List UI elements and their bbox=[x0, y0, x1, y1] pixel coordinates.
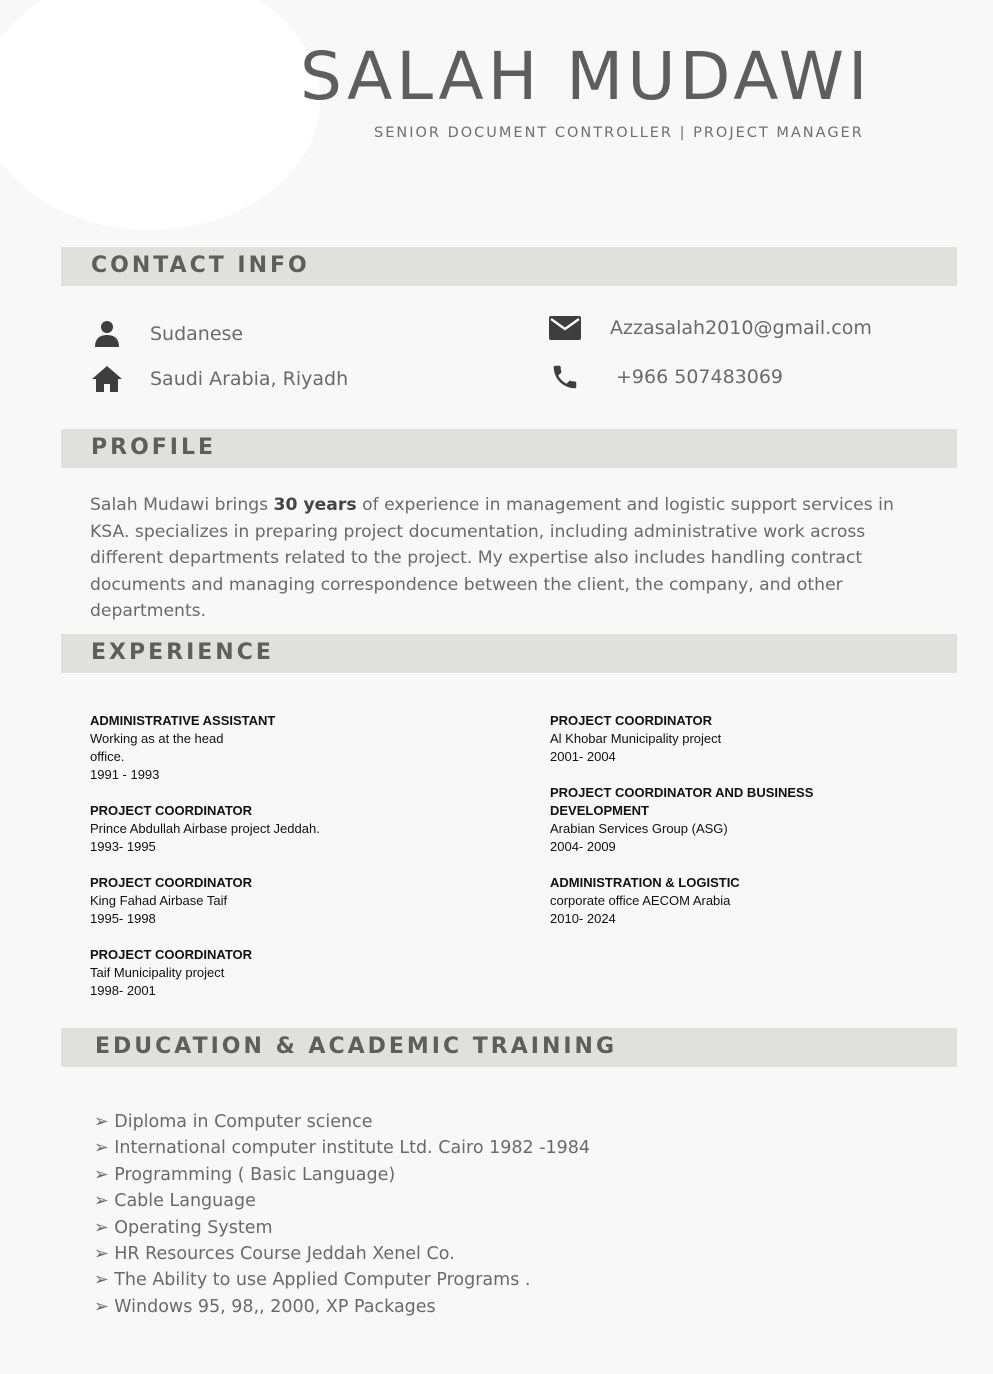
job-detail: office. bbox=[90, 749, 125, 764]
job-entry bbox=[90, 712, 470, 784]
section-title-education: EDUCATION & ACADEMIC TRAINING bbox=[95, 1034, 618, 1059]
job-title: PROJECT COORDINATOR bbox=[550, 713, 713, 728]
job-title: PROJECT COORDINATOR bbox=[90, 803, 253, 818]
profile-section-bar bbox=[61, 429, 957, 468]
education-list bbox=[94, 1109, 590, 1320]
job-detail: King Fahad Airbase Taif bbox=[90, 893, 228, 908]
education-item: ➢ Programming ( Basic Language) bbox=[94, 1164, 396, 1185]
education-item: ➢ HR Resources Course Jeddah Xenel Co. bbox=[94, 1244, 455, 1265]
job-entry bbox=[550, 712, 850, 766]
section-title-experience: EXPERIENCE bbox=[91, 640, 274, 665]
mail-icon bbox=[548, 313, 582, 343]
phone-text[interactable]: +966 507483069 bbox=[616, 366, 784, 388]
job-entry bbox=[90, 946, 470, 1000]
contact-section-bar bbox=[61, 247, 957, 286]
section-title-profile: PROFILE bbox=[91, 435, 217, 460]
contact-location bbox=[90, 364, 348, 394]
job-detail: corporate office AECOM Arabia bbox=[550, 893, 731, 908]
job-dates: 1993- 1995 bbox=[90, 839, 156, 854]
job-entry bbox=[550, 784, 850, 856]
nationality-text: Sudanese bbox=[150, 323, 244, 345]
profile-paragraph bbox=[90, 492, 920, 625]
profile-rest: of experience in management and logistic support services in KSA. specializes in preparing project documentation, including administrative work across different departments related to the project. My expertise also includes handling contract documents and managing correspondence between the client, the company, and other departments. bbox=[90, 495, 894, 621]
job-title: PROJECT COORDINATOR bbox=[90, 875, 253, 890]
job-detail: Taif Municipality project bbox=[90, 965, 225, 980]
education-item: ➢ International computer institute Ltd. Cairo 1982 -1984 bbox=[94, 1138, 591, 1159]
job-entry bbox=[550, 874, 850, 928]
email-text[interactable]: Azzasalah2010@gmail.com bbox=[610, 317, 872, 339]
job-entry bbox=[90, 874, 470, 928]
candidate-subtitle: SENIOR DOCUMENT CONTROLLER | PROJECT MANAGER bbox=[374, 125, 864, 141]
job-entry bbox=[90, 802, 470, 856]
job-title: ADMINISTRATION & LOGISTIC bbox=[550, 875, 740, 890]
education-item: ➢ Operating System bbox=[94, 1217, 273, 1238]
phone-icon bbox=[548, 362, 582, 392]
profile-highlight: 30 years bbox=[273, 495, 357, 515]
job-dates: 2004- 2009 bbox=[550, 839, 616, 854]
job-detail: Arabian Services Group (ASG) bbox=[550, 821, 728, 836]
job-title: PROJECT COORDINATOR bbox=[90, 947, 253, 962]
education-section-bar bbox=[61, 1028, 957, 1067]
education-item: ➢ Windows 95, 98,, 2000, XP Packages bbox=[94, 1296, 436, 1317]
candidate-name: SALAH MUDAWI bbox=[300, 38, 872, 115]
job-dates: 1998- 2001 bbox=[90, 983, 156, 998]
education-item: ➢ Diploma in Computer science bbox=[94, 1112, 373, 1132]
profile-intro: Salah Mudawi brings bbox=[90, 495, 274, 515]
person-icon bbox=[90, 319, 124, 349]
job-dates: 2001- 2004 bbox=[550, 749, 616, 764]
contact-phone[interactable] bbox=[548, 362, 783, 392]
home-icon bbox=[90, 364, 124, 394]
education-item: ➢ Cable Language bbox=[94, 1191, 256, 1212]
job-title: ADMINISTRATIVE ASSISTANT bbox=[90, 713, 276, 728]
job-detail: Working as at the head bbox=[90, 731, 224, 746]
experience-right-column bbox=[550, 712, 850, 946]
job-detail: Prince Abdullah Airbase project Jeddah. bbox=[90, 821, 320, 836]
decorative-blob bbox=[0, 0, 320, 230]
experience-left-column bbox=[90, 712, 470, 1018]
job-dates: 1995- 1998 bbox=[90, 911, 156, 926]
contact-nationality bbox=[90, 319, 243, 349]
location-text: Saudi Arabia, Riyadh bbox=[150, 368, 349, 390]
job-detail: Al Khobar Municipality project bbox=[550, 731, 722, 746]
job-title: PROJECT COORDINATOR AND BUSINESS DEVELOPMENT bbox=[550, 785, 814, 818]
experience-section-bar bbox=[61, 634, 957, 673]
education-item: ➢ The Ability to use Applied Computer Programs . bbox=[94, 1270, 531, 1291]
contact-email[interactable] bbox=[548, 313, 872, 343]
job-dates: 2010- 2024 bbox=[550, 911, 616, 926]
section-title-contact: CONTACT INFO bbox=[91, 253, 310, 278]
job-dates: 1991 - 1993 bbox=[90, 767, 160, 782]
